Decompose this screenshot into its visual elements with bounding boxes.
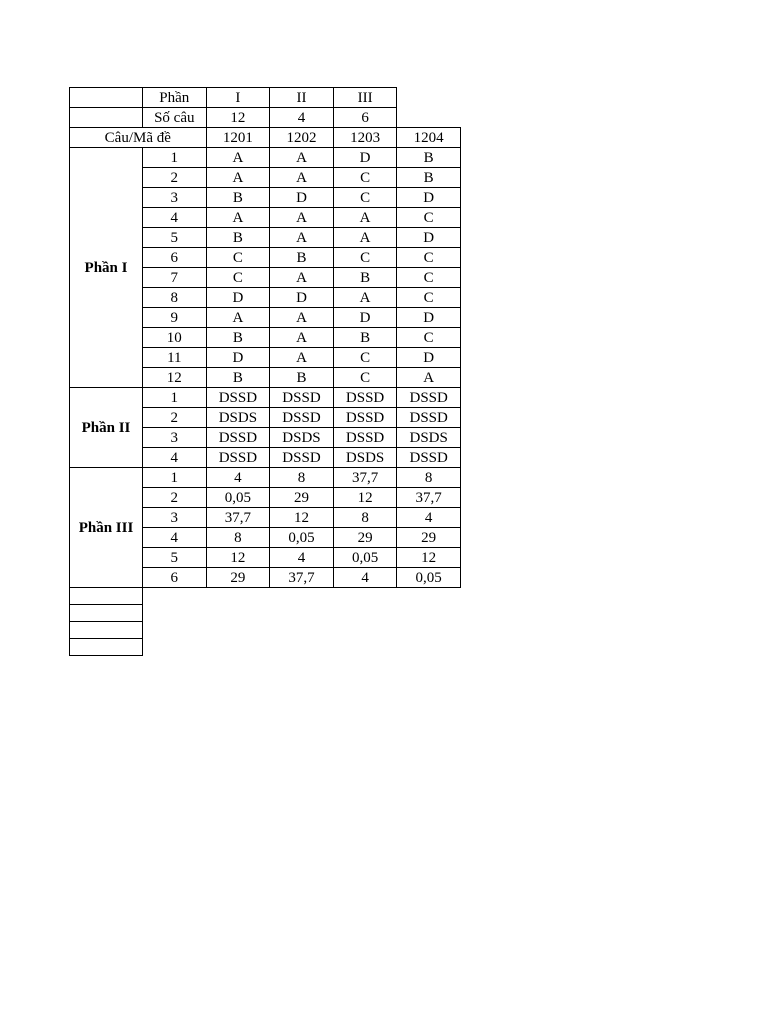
blank-row: [70, 605, 461, 622]
empty-cell: [270, 639, 334, 656]
answer-cell: 0,05: [333, 548, 397, 568]
answer-cell: 8: [206, 528, 270, 548]
answer-cell: A: [333, 208, 397, 228]
header-cau-made-label: Câu/Mã đề: [70, 128, 207, 148]
empty-cell: [397, 108, 461, 128]
answer-cell: A: [206, 208, 270, 228]
answer-cell: 29: [206, 568, 270, 588]
question-number: 3: [143, 428, 207, 448]
answer-cell: A: [333, 228, 397, 248]
answer-cell: D: [397, 308, 461, 328]
answer-cell: DSSD: [206, 448, 270, 468]
empty-cell: [206, 605, 270, 622]
answer-cell: C: [397, 328, 461, 348]
answer-cell: 12: [397, 548, 461, 568]
answer-cell: B: [206, 188, 270, 208]
answer-cell: A: [206, 308, 270, 328]
header-phan-label: Phần: [143, 88, 207, 108]
blank-cell: [70, 622, 143, 639]
answer-cell: B: [397, 148, 461, 168]
answer-cell: C: [206, 268, 270, 288]
section-title: Phần III: [70, 468, 143, 588]
answer-cell: B: [333, 328, 397, 348]
question-number: 12: [143, 368, 207, 388]
answer-cell: 37,7: [270, 568, 334, 588]
answer-cell: DSDS: [270, 428, 334, 448]
answer-cell: 0,05: [270, 528, 334, 548]
answer-cell: A: [270, 348, 334, 368]
answer-cell: D: [206, 288, 270, 308]
answer-cell: DSDS: [397, 428, 461, 448]
answer-cell: 4: [333, 568, 397, 588]
answer-cell: D: [270, 288, 334, 308]
answer-cell: 12: [270, 508, 334, 528]
empty-cell: [397, 622, 461, 639]
answer-cell: A: [270, 168, 334, 188]
answer-cell: C: [397, 208, 461, 228]
answer-cell: 8: [397, 468, 461, 488]
answer-cell: D: [397, 188, 461, 208]
answer-cell: A: [333, 288, 397, 308]
header-row-socau: [70, 108, 461, 128]
header-phan-value: II: [270, 88, 334, 108]
answer-cell: DSSD: [397, 408, 461, 428]
answer-cell: 4: [270, 548, 334, 568]
answer-key-table: [69, 87, 461, 656]
question-number: 4: [143, 208, 207, 228]
question-number: 11: [143, 348, 207, 368]
empty-cell: [333, 639, 397, 656]
empty-cell: [143, 588, 207, 605]
answer-cell: DSSD: [206, 388, 270, 408]
answer-cell: 29: [333, 528, 397, 548]
header-socau-value: 6: [333, 108, 397, 128]
question-number: 4: [143, 448, 207, 468]
answer-cell: 12: [333, 488, 397, 508]
answer-cell: 8: [333, 508, 397, 528]
empty-cell: [333, 622, 397, 639]
header-empty-cell: [70, 88, 143, 108]
empty-cell: [206, 622, 270, 639]
answer-cell: C: [333, 348, 397, 368]
question-number: 9: [143, 308, 207, 328]
answer-cell: D: [206, 348, 270, 368]
question-number: 1: [143, 148, 207, 168]
blank-cell: [70, 588, 143, 605]
answer-key-body: [70, 88, 461, 656]
question-number: 5: [143, 548, 207, 568]
empty-cell: [143, 622, 207, 639]
answer-cell: 37,7: [333, 468, 397, 488]
answer-cell: C: [397, 248, 461, 268]
question-number: 8: [143, 288, 207, 308]
answer-cell: DSSD: [270, 388, 334, 408]
answer-cell: DSDS: [333, 448, 397, 468]
question-number: 2: [143, 408, 207, 428]
question-number: 2: [143, 168, 207, 188]
answer-cell: DSSD: [333, 408, 397, 428]
empty-cell: [397, 605, 461, 622]
header-socau-label: Số câu: [143, 108, 207, 128]
header-row-codes: [70, 128, 461, 148]
answer-cell: C: [397, 288, 461, 308]
question-number: 3: [143, 508, 207, 528]
answer-cell: C: [333, 368, 397, 388]
answer-cell: A: [270, 148, 334, 168]
question-number: 10: [143, 328, 207, 348]
answer-cell: C: [333, 248, 397, 268]
answer-cell: D: [270, 188, 334, 208]
answer-cell: DSDS: [206, 408, 270, 428]
answer-cell: 4: [397, 508, 461, 528]
answer-cell: 37,7: [397, 488, 461, 508]
blank-row: [70, 622, 461, 639]
answer-cell: B: [206, 328, 270, 348]
empty-cell: [206, 588, 270, 605]
answer-cell: B: [397, 168, 461, 188]
answer-cell: 4: [206, 468, 270, 488]
answer-cell: D: [333, 308, 397, 328]
blank-cell: [70, 639, 143, 656]
header-code: 1202: [270, 128, 334, 148]
answer-cell: DSSD: [333, 428, 397, 448]
answer-cell: A: [206, 168, 270, 188]
question-number: 3: [143, 188, 207, 208]
answer-cell: A: [270, 308, 334, 328]
answer-cell: C: [206, 248, 270, 268]
answer-cell: B: [270, 368, 334, 388]
question-number: 2: [143, 488, 207, 508]
empty-cell: [333, 605, 397, 622]
question-number: 4: [143, 528, 207, 548]
answer-cell: D: [397, 348, 461, 368]
answer-cell: B: [333, 268, 397, 288]
question-number: 1: [143, 388, 207, 408]
empty-cell: [143, 605, 207, 622]
empty-cell: [333, 588, 397, 605]
answer-cell: B: [206, 368, 270, 388]
answer-cell: DSSD: [397, 448, 461, 468]
answer-cell: C: [397, 268, 461, 288]
answer-cell: 12: [206, 548, 270, 568]
answer-cell: A: [270, 228, 334, 248]
header-empty-cell: [70, 108, 143, 128]
answer-cell: DSSD: [333, 388, 397, 408]
header-socau-value: 12: [206, 108, 270, 128]
answer-cell: 0,05: [206, 488, 270, 508]
question-number: 7: [143, 268, 207, 288]
header-row-phan: [70, 88, 461, 108]
question-number: 5: [143, 228, 207, 248]
question-number: 1: [143, 468, 207, 488]
answer-cell: A: [206, 148, 270, 168]
answer-cell: 0,05: [397, 568, 461, 588]
header-code: 1201: [206, 128, 270, 148]
answer-cell: B: [206, 228, 270, 248]
question-number: 6: [143, 568, 207, 588]
answer-cell: D: [333, 148, 397, 168]
section-title: Phần II: [70, 388, 143, 468]
header-phan-value: III: [333, 88, 397, 108]
header-socau-value: 4: [270, 108, 334, 128]
answer-cell: C: [333, 168, 397, 188]
header-code: 1204: [397, 128, 461, 148]
empty-cell: [270, 622, 334, 639]
empty-cell: [397, 639, 461, 656]
answer-cell: DSSD: [206, 428, 270, 448]
header-phan-value: I: [206, 88, 270, 108]
answer-cell: A: [397, 368, 461, 388]
header-code: 1203: [333, 128, 397, 148]
empty-cell: [397, 88, 461, 108]
question-number: 6: [143, 248, 207, 268]
table-row: [70, 388, 461, 408]
answer-cell: A: [270, 328, 334, 348]
answer-cell: DSSD: [270, 408, 334, 428]
empty-cell: [397, 588, 461, 605]
answer-cell: 29: [270, 488, 334, 508]
blank-cell: [70, 605, 143, 622]
answer-cell: DSSD: [397, 388, 461, 408]
answer-cell: B: [270, 248, 334, 268]
empty-cell: [143, 639, 207, 656]
table-row: [70, 468, 461, 488]
answer-cell: A: [270, 208, 334, 228]
answer-cell: A: [270, 268, 334, 288]
section-title: Phần I: [70, 148, 143, 388]
table-row: [70, 148, 461, 168]
answer-cell: C: [333, 188, 397, 208]
empty-cell: [270, 588, 334, 605]
blank-row: [70, 588, 461, 605]
answer-cell: D: [397, 228, 461, 248]
answer-cell: 8: [270, 468, 334, 488]
answer-cell: 29: [397, 528, 461, 548]
blank-row: [70, 639, 461, 656]
empty-cell: [270, 605, 334, 622]
answer-cell: DSSD: [270, 448, 334, 468]
empty-cell: [206, 639, 270, 656]
answer-cell: 37,7: [206, 508, 270, 528]
